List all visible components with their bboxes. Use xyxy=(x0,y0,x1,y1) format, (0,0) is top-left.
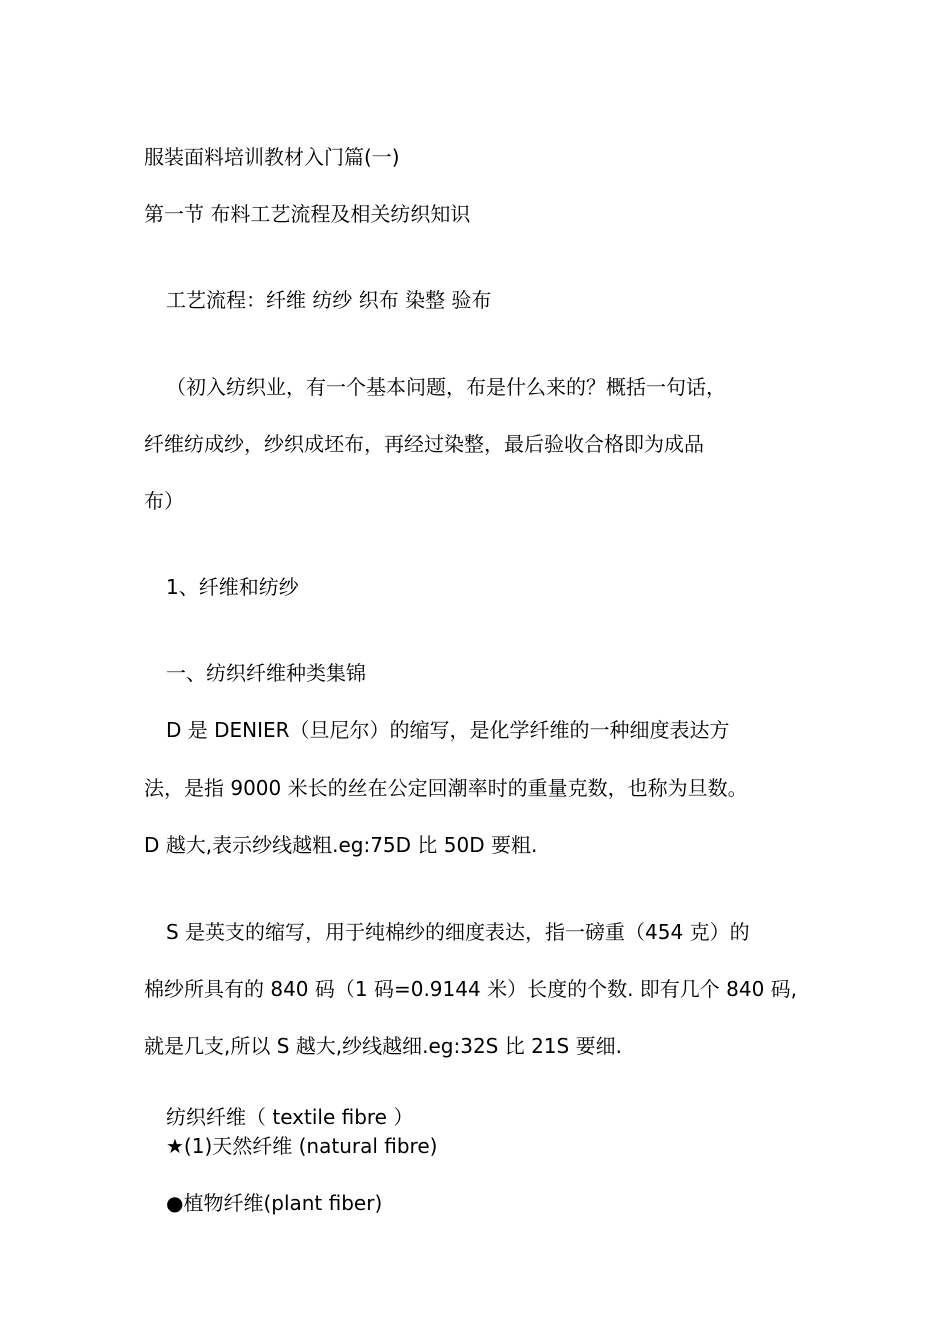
denier-paragraph-line-1: D 是 DENIER（旦尼尔）的缩写，是化学纤维的一种细度表达方 xyxy=(166,718,730,742)
natural-fibre-line: ★(1)天然纤维 (natural fibre) xyxy=(166,1134,438,1158)
intro-paragraph-line-1: （初入纺织业，有一个基本问题，布是什么来的？概括一句话， xyxy=(166,375,726,399)
process-line: 工艺流程：纤维 纺纱 织布 染整 验布 xyxy=(166,288,492,312)
intro-paragraph-line-3: 布） xyxy=(144,489,184,513)
plant-fiber-line: ●植物纤维(plant fiber) xyxy=(166,1191,383,1215)
denier-paragraph-line-2: 法，是指 9000 米长的丝在公定回潮率时的重量克数，也称为旦数。 xyxy=(144,776,748,800)
s-paragraph-line-2: 棉纱所具有的 840 码（1 码=0.9144 米）长度的个数. 即有几个 840 码, xyxy=(144,977,798,1001)
intro-paragraph-line-2: 纤维纺成纱，纱织成坯布，再经过染整，最后验收合格即为成品 xyxy=(144,432,704,456)
subsection-heading-1: 1、纤维和纺纱 xyxy=(166,575,299,599)
denier-paragraph-line-3: D 越大,表示纱线越粗.eg:75D 比 50D 要粗. xyxy=(144,833,538,857)
s-paragraph-line-1: S 是英支的缩写，用于纯棉纱的细度表达，指一磅重（454 克）的 xyxy=(166,920,750,944)
section-heading: 第一节 布料工艺流程及相关纺织知识 xyxy=(144,202,471,226)
s-paragraph-line-3: 就是几支,所以 S 越大,纱线越细.eg:32S 比 21S 要细. xyxy=(144,1034,622,1058)
textile-fibre-line: 纺织纤维（ textile fibre ） xyxy=(166,1105,414,1129)
fiber-types-heading: 一、纺织纤维种类集锦 xyxy=(166,661,366,685)
document-title: 服装面料培训教材入门篇(一) xyxy=(144,145,400,169)
